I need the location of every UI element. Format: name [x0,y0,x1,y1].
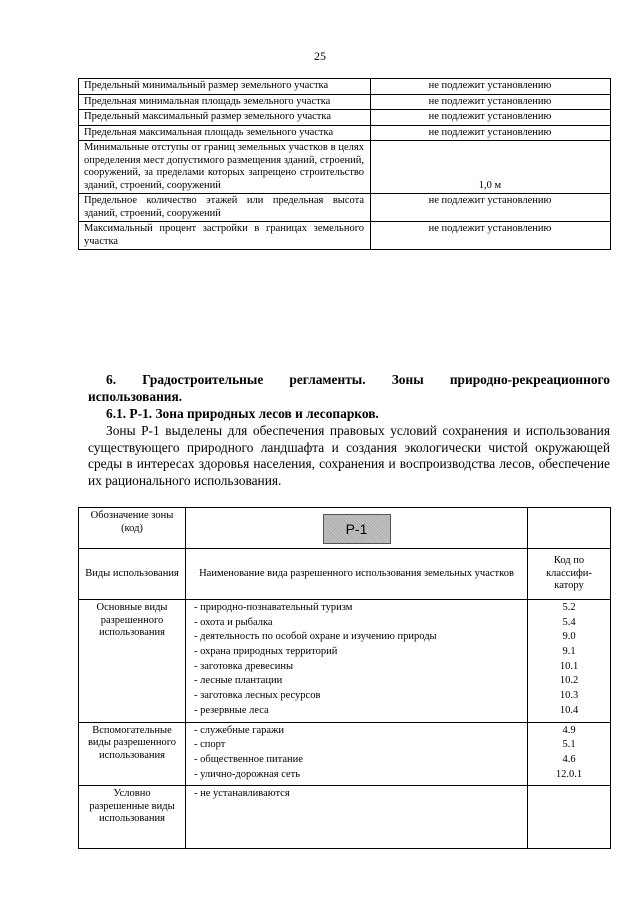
use-name: - улично-дорожная сеть [194,768,301,780]
main-uses-label: Основные виды разрешенного использования [79,600,186,723]
parameter-label: Предельное количество этажей или предельная высота зданий, строений, сооружений [79,194,371,222]
parameter-value: не подлежит установлению [371,222,611,250]
empty-cell [528,508,611,549]
use-code: 5.2 [562,602,576,613]
use-code: 10.4 [559,704,579,716]
use-code: 9.0 [562,631,576,643]
parameter-value: не подлежит установлению [371,194,611,222]
use-name: - охрана природных территорий [194,646,338,658]
use-code: 12.0.1 [555,768,583,780]
parameter-label: Минимальные отступы от границ земельных участков в целях определения мест допустимого размещения зданий, строений, сооружений, за пределами которых запрещено строительство зданий, строений, сооружений [79,141,371,194]
parameter-row [79,110,611,126]
zone-description-paragraph: Зоны Р-1 выделены для обеспечения правовых условий сохранения и использования существующего природного ландшафта и создания экологически чистой окружающей среды в интересах здоровья населения, сохранения и воспроизводства лесов, обеспечение их рационального использования. [88,423,610,488]
use-code: 10.1 [559,660,579,672]
main-uses-names [186,600,528,723]
parameter-row [79,141,611,194]
zone-code-row [79,508,611,549]
parameter-label: Максимальный процент застройки в границах земельного участка [79,222,371,250]
parameter-label: Предельный минимальный размер земельного участка [79,79,371,95]
aux-uses-codes [528,722,611,786]
parameter-label: Предельная максимальная площадь земельного участка [79,125,371,141]
zone-code-cell [186,508,528,549]
use-code: 10.3 [559,690,579,702]
col-name-header: Наименование вида разрешенного использования земельных участков [186,549,528,600]
empty-cell [528,786,611,849]
use-name: - заготовка лесных ресурсов [194,690,321,702]
aux-uses-row [79,722,611,786]
use-code: 5.4 [562,616,576,628]
use-name: - заготовка древесины [194,660,293,672]
parameter-value: не подлежит установлению [371,110,611,126]
use-code: 10.2 [559,675,579,687]
use-code: 4.6 [562,753,576,765]
parameter-row [79,79,611,95]
parameter-label: Предельный максимальный размер земельного участка [79,110,371,126]
parameter-row [79,125,611,141]
use-name: - природно-познавательный туризм [194,602,353,613]
cond-uses-value: - не устанавливаются [186,786,528,849]
cond-uses-row [79,786,611,849]
parameter-value: 1,0 м [371,141,611,194]
col-code-header: Код по классифи-катору [528,549,611,600]
parameter-row [79,194,611,222]
use-name: - деятельность по особой охране и изучению природы [194,631,437,643]
use-name: - спорт [194,739,226,751]
parameter-row [79,94,611,110]
use-name: - охота и рыбалка [194,616,273,628]
use-code: 9.1 [562,646,576,658]
use-name: - резервные леса [194,704,269,716]
main-uses-row [79,600,611,723]
parameter-value: не подлежит установлению [371,79,611,95]
use-name: - служебные гаражи [194,724,284,736]
cond-uses-label: Условно разрешенные виды использования [79,786,186,849]
col-uses-header: Виды использования [79,549,186,600]
subsection-heading: 6.1. Р-1. Зона природных лесов и лесопарков. [106,406,379,421]
use-code: 5.1 [562,739,576,751]
parameters-table [78,78,611,250]
parameter-label: Предельная минимальная площадь земельного участка [79,94,371,110]
use-name: - лесные плантации [194,675,283,687]
zone-code-label: Обозначение зоны (код) [79,508,186,549]
aux-uses-names [186,722,528,786]
page-number: 25 [314,49,326,63]
use-code: 4.9 [562,724,576,736]
aux-uses-label: Вспомогательные виды разрешенного использования [79,722,186,786]
main-uses-codes [528,600,611,723]
zone-header-row [79,549,611,600]
parameter-value: не подлежит установлению [371,125,611,141]
parameter-value: не подлежит установлению [371,94,611,110]
section-heading: 6. Градостроительные регламенты. Зоны природно-рекреационного использования. [88,372,610,404]
zone-code-badge: Р-1 [323,514,391,544]
parameter-row [79,222,611,250]
use-name: - общественное питание [194,753,303,765]
zone-table [78,507,611,849]
